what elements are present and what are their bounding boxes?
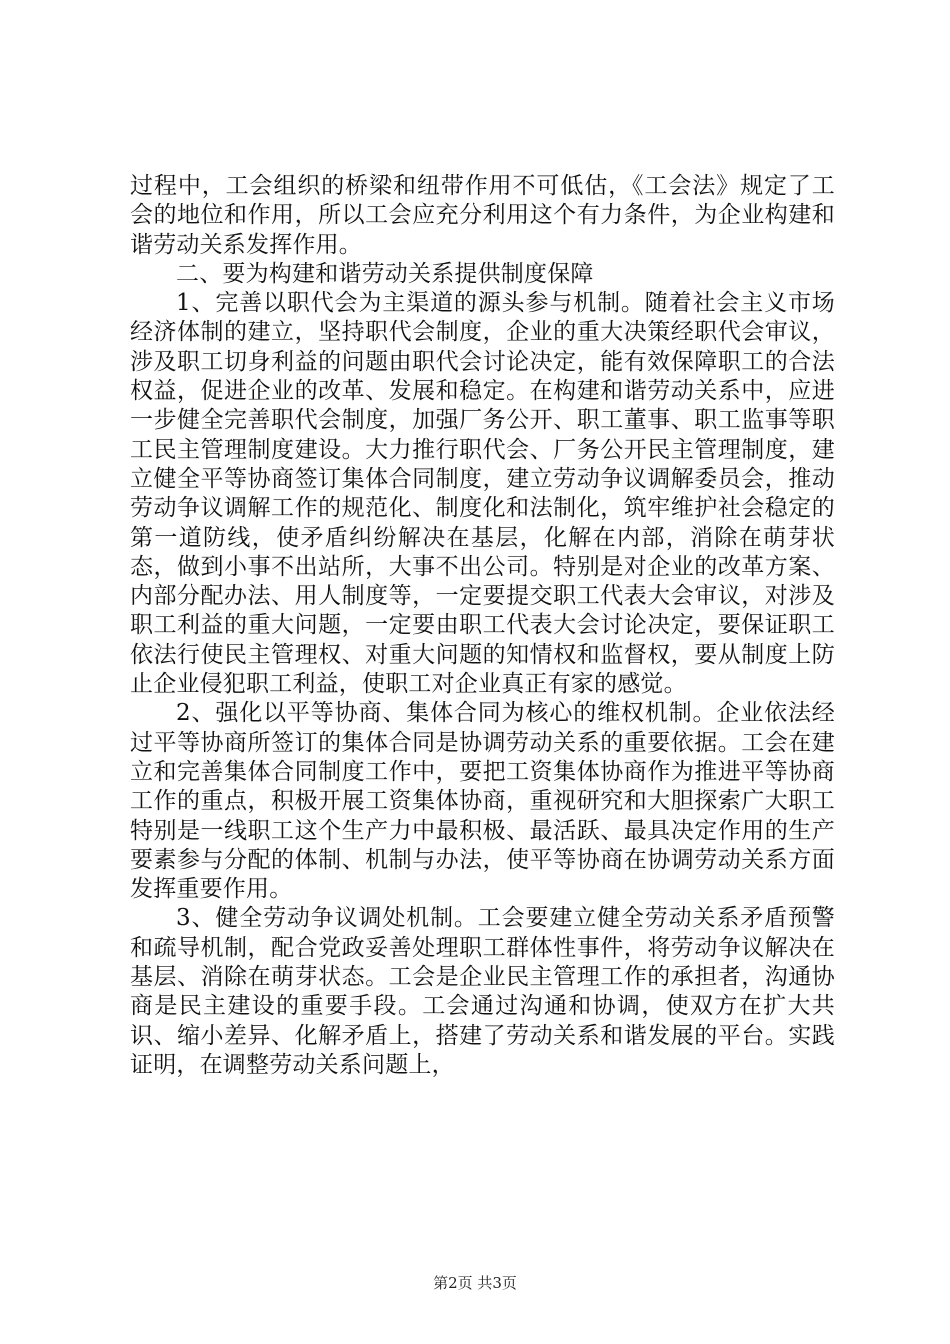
page-footer: 第2页 共3页 xyxy=(433,1274,517,1292)
paragraph-item-2: 2、强化以平等协商、集体合同为核心的维权机制。企业依法经过平等协商所签订的集体合同是协调劳动关系的重要依据。工会在建立和完善集体合同制度工作中，要把工资集体协商作为推进平等协商工作的重点，积极开展工资集体协商，重视研究和大胆探索广大职工特别是一线职工这个生产力中最积极、最活跃、最具决定作用的生产要素参与分配的体制、机制与办法，使平等协商在协调劳动关系方面发挥重要作用。 xyxy=(130,700,835,903)
section-heading: 二、要为构建和谐劳动关系提供制度保障 xyxy=(176,260,594,287)
paragraph-item-3: 3、健全劳动争议调处机制。工会要建立健全劳动关系矛盾预警和疏导机制，配合党政妥善处理职工群体性事件，将劳动争议解决在基层、消除在萌芽状态。工会是企业民主管理工作的承担者，沟通协商是民主建设的重要手段。工会通过沟通和协调，使双方在扩大共识、缩小差异、化解矛盾上，搭建了劳动关系和谐发展的平台。实践证明，在调整劳动关系问题上， xyxy=(130,905,835,1078)
paragraph-continuation: 过程中，工会组织的桥梁和纽带作用不可低估，《工会法》规定了工会的地位和作用，所以工会应充分利用这个有力条件，为企业构建和谐劳动关系发挥作用。 xyxy=(130,173,835,258)
document-body xyxy=(130,172,835,1080)
paragraph-item-1: 1、完善以职代会为主渠道的源头参与机制。随着社会主义市场经济体制的建立，坚持职代会制度，企业的重大决策经职代会审议，涉及职工切身利益的问题由职代会讨论决定，能有效保障职工的合法权益，促进企业的改革、发展和稳定。在构建和谐劳动关系中，应进一步健全完善职代会制度，加强厂务公开、职工董事、职工监事等职工民主管理制度建设。大力推行职代会、厂务公开民主管理制度，建立健全平等协商签订集体合同制度，建立劳动争议调解委员会，推动劳动争议调解工作的规范化、制度化和法制化，筑牢维护社会稳定的第一道防线，使矛盾纠纷解决在基层，化解在内部，消除在萌芽状态，做到小事不出站所，大事不出公司。特别是对企业的改革方案、内部分配办法、用人制度等，一定要提交职工代表大会审议，对涉及职工利益的重大问题，一定要由职工代表大会讨论决定，要保证职工依法行使民主管理权、对重大问题的知情权和监督权，要从制度上防止企业侵犯职工利益，使职工对企业真正有家的感觉。 xyxy=(130,290,835,698)
